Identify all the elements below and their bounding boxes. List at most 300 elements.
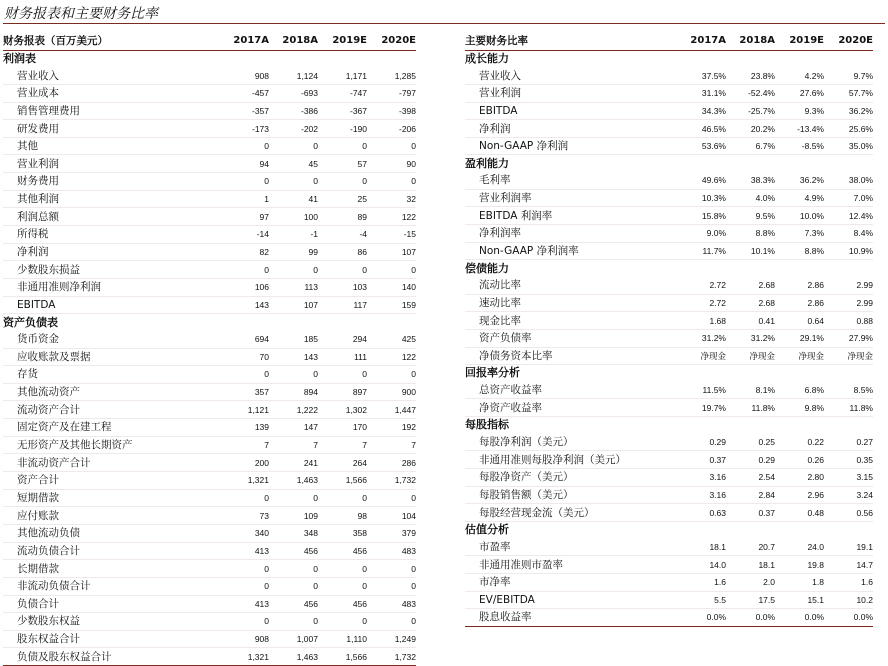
value-cell: 143 — [220, 296, 269, 314]
value-cell: 18.1 — [726, 556, 775, 574]
value-cell: 净现金 — [775, 347, 824, 365]
table-row — [3, 595, 416, 613]
table-row — [3, 366, 416, 384]
table-row — [3, 120, 416, 138]
value-cell: 1,463 — [269, 648, 318, 666]
row-label: 流动比率 — [465, 277, 677, 294]
value-cell: 117 — [318, 296, 367, 314]
row-label: 净利润 — [465, 120, 677, 138]
value-cell: 14.0 — [677, 556, 726, 574]
value-cell: 456 — [318, 542, 367, 560]
section-header-row — [465, 260, 873, 277]
row-label: 每股净利润（美元） — [465, 434, 677, 451]
value-cell: 9.3% — [775, 102, 824, 120]
value-cell: 4.9% — [775, 189, 824, 207]
value-cell: 1,171 — [318, 67, 367, 84]
value-cell: 264 — [318, 454, 367, 472]
value-cell: 0 — [367, 137, 416, 155]
row-label: 营业利润率 — [465, 189, 677, 207]
value-cell: 10.0% — [775, 207, 824, 225]
table-row — [3, 331, 416, 348]
value-cell: 1,124 — [269, 67, 318, 84]
table-row — [465, 399, 873, 417]
value-cell: -202 — [269, 120, 318, 138]
value-cell: 1.68 — [677, 312, 726, 330]
value-cell: 139 — [220, 419, 269, 437]
table-row — [465, 242, 873, 260]
financial-ratios-table — [465, 33, 873, 627]
row-label: 长期借款 — [3, 560, 220, 578]
table-row — [3, 278, 416, 296]
value-cell: -13.4% — [775, 120, 824, 138]
table-row — [3, 102, 416, 120]
table-row — [465, 277, 873, 294]
page-title: 财务报表和主要财务比率 — [4, 6, 158, 22]
header-label: 主要财务比率 — [465, 33, 677, 50]
table-row — [465, 486, 873, 504]
value-cell: 122 — [367, 208, 416, 226]
value-cell: 5.5 — [677, 591, 726, 609]
section-title: 利润表 — [3, 51, 36, 65]
row-label: 负债及股东权益合计 — [3, 648, 220, 666]
row-label: 应付账款 — [3, 507, 220, 525]
value-cell: 1,321 — [220, 648, 269, 666]
row-label: 净资产收益率 — [465, 399, 677, 417]
value-cell: 17.5 — [726, 591, 775, 609]
section-title: 估值分析 — [465, 521, 873, 538]
value-cell: -173 — [220, 120, 269, 138]
value-cell: 286 — [367, 454, 416, 472]
value-cell: 1,302 — [318, 401, 367, 419]
value-cell: 908 — [220, 67, 269, 84]
table-row — [465, 207, 873, 225]
value-cell: 0 — [269, 137, 318, 155]
value-cell: 57.7% — [824, 84, 873, 102]
row-label: 财务费用 — [3, 173, 220, 191]
value-cell: 34.3% — [677, 102, 726, 120]
table-row — [465, 329, 873, 347]
value-cell: 159 — [367, 296, 416, 314]
value-cell: 1,110 — [318, 630, 367, 648]
value-cell: 694 — [220, 331, 269, 348]
row-label: 所得税 — [3, 226, 220, 244]
table-row — [3, 67, 416, 84]
row-label: 利润总额 — [3, 208, 220, 226]
table-row — [465, 294, 873, 312]
table-row — [3, 454, 416, 472]
value-cell: 0 — [367, 173, 416, 191]
value-cell: -8.5% — [775, 137, 824, 155]
row-label: 应收账款及票据 — [3, 348, 220, 366]
value-cell: 0 — [220, 173, 269, 191]
table-row — [465, 539, 873, 556]
row-label: 无形资产及其他长期资产 — [3, 436, 220, 454]
value-cell: 0 — [318, 173, 367, 191]
row-label: 净利润 — [3, 243, 220, 261]
value-cell: 8.8% — [775, 242, 824, 260]
row-label: 营业成本 — [3, 84, 220, 102]
value-cell: 2.68 — [726, 277, 775, 294]
row-label: 市盈率 — [465, 539, 677, 556]
value-cell: 7.3% — [775, 225, 824, 243]
value-cell: 104 — [367, 507, 416, 525]
value-cell: 1,121 — [220, 401, 269, 419]
row-label: 研发费用 — [3, 120, 220, 138]
value-cell: 9.5% — [726, 207, 775, 225]
value-cell: 1.8 — [775, 573, 824, 591]
value-cell: 19.7% — [677, 399, 726, 417]
table-row — [465, 451, 873, 469]
section-title: 偿债能力 — [465, 260, 873, 277]
value-cell: 8.4% — [824, 225, 873, 243]
value-cell: 0.88 — [824, 312, 873, 330]
table-row — [3, 472, 416, 490]
section-title: 盈利能力 — [465, 155, 873, 172]
table-row — [465, 469, 873, 487]
value-cell: 1,732 — [367, 472, 416, 490]
row-label: EBITDA 利润率 — [465, 207, 677, 225]
value-cell: 31.2% — [677, 329, 726, 347]
value-cell: 11.8% — [824, 399, 873, 417]
value-cell: 0 — [220, 560, 269, 578]
section-title: 资产负债表 — [3, 314, 416, 331]
value-cell: 25 — [318, 190, 367, 208]
section-header-row — [465, 521, 873, 538]
value-cell: 0.0% — [775, 609, 824, 627]
row-label: 销售管理费用 — [3, 102, 220, 120]
value-cell: 0 — [318, 366, 367, 384]
table-header-row — [3, 33, 416, 50]
value-cell: -398 — [367, 102, 416, 120]
value-cell: 45 — [269, 155, 318, 173]
value-cell: 29.1% — [775, 329, 824, 347]
value-cell: 15.1 — [775, 591, 824, 609]
value-cell: 900 — [367, 383, 416, 401]
title-divider — [3, 23, 885, 24]
value-cell: 0 — [318, 489, 367, 507]
table-row — [3, 84, 416, 102]
table-row — [465, 504, 873, 522]
value-cell: 0 — [220, 613, 269, 631]
section-header-row — [3, 314, 416, 331]
table-row — [3, 560, 416, 578]
table-row — [465, 172, 873, 189]
value-cell: 0.35 — [824, 451, 873, 469]
row-label: 每股净资产（美元） — [465, 469, 677, 487]
value-cell: 0 — [318, 261, 367, 279]
value-cell: 8.1% — [726, 382, 775, 399]
row-label: 营业利润 — [3, 155, 220, 173]
value-cell: 2.96 — [775, 486, 824, 504]
value-cell: 24.0 — [775, 539, 824, 556]
value-cell: 0 — [269, 613, 318, 631]
row-label: 每股销售额（美元） — [465, 486, 677, 504]
value-cell: 1,566 — [318, 648, 367, 666]
table-row — [465, 382, 873, 399]
value-cell: 908 — [220, 630, 269, 648]
value-cell: -25.7% — [726, 102, 775, 120]
value-cell: 0 — [269, 173, 318, 191]
year-2019: 2019E — [775, 33, 824, 50]
row-label: 其他利润 — [3, 190, 220, 208]
value-cell: 1,222 — [269, 401, 318, 419]
value-cell: 0.22 — [775, 434, 824, 451]
value-cell: 0 — [318, 560, 367, 578]
value-cell: 10.1% — [726, 242, 775, 260]
value-cell: 4.2% — [775, 67, 824, 84]
table-row — [3, 401, 416, 419]
value-cell: 73 — [220, 507, 269, 525]
value-cell: 0 — [269, 261, 318, 279]
value-cell: 241 — [269, 454, 318, 472]
value-cell: 37.5% — [677, 67, 726, 84]
value-cell: 11.8% — [726, 399, 775, 417]
value-cell: 1,447 — [367, 401, 416, 419]
value-cell: 0 — [269, 560, 318, 578]
row-label: 营业收入 — [465, 67, 677, 84]
value-cell: 净现金 — [726, 347, 775, 365]
table-row — [3, 173, 416, 191]
value-cell: 0.63 — [677, 504, 726, 522]
value-cell: 483 — [367, 542, 416, 560]
value-cell: 0.25 — [726, 434, 775, 451]
value-cell: 10.2 — [824, 591, 873, 609]
value-cell: 358 — [318, 524, 367, 542]
value-cell: 413 — [220, 595, 269, 613]
value-cell: 10.3% — [677, 189, 726, 207]
value-cell: 9.7% — [824, 67, 873, 84]
row-label: 少数股东损益 — [3, 261, 220, 279]
row-label: 现金比率 — [465, 312, 677, 330]
table-row — [3, 419, 416, 437]
table-row — [3, 613, 416, 631]
year-2019: 2019E — [318, 33, 367, 50]
value-cell: 2.72 — [677, 277, 726, 294]
section-title: 回报率分析 — [465, 365, 873, 382]
row-label: 速动比率 — [465, 294, 677, 312]
value-cell: 7 — [220, 436, 269, 454]
row-label: 其他流动资产 — [3, 383, 220, 401]
value-cell: -747 — [318, 84, 367, 102]
value-cell: 170 — [318, 419, 367, 437]
table-row — [465, 312, 873, 330]
value-cell: 19.8 — [775, 556, 824, 574]
row-label: 其他 — [3, 137, 220, 155]
row-label: 非通用准则市盈率 — [465, 556, 677, 574]
value-cell: 8.8% — [726, 225, 775, 243]
value-cell: -1 — [269, 226, 318, 244]
row-label: 流动负债合计 — [3, 542, 220, 560]
value-cell: 0 — [220, 366, 269, 384]
row-label: 负债合计 — [3, 595, 220, 613]
row-label: 净债务资本比率 — [465, 347, 677, 365]
value-cell: 36.2% — [824, 102, 873, 120]
value-cell: 192 — [367, 419, 416, 437]
value-cell: 0 — [367, 261, 416, 279]
value-cell: 0.48 — [775, 504, 824, 522]
value-cell: 2.86 — [775, 294, 824, 312]
value-cell: 0 — [220, 489, 269, 507]
value-cell: 7 — [318, 436, 367, 454]
year-2017: 2017A — [220, 33, 269, 50]
table-row — [465, 591, 873, 609]
value-cell: 0 — [367, 366, 416, 384]
value-cell: 0 — [269, 489, 318, 507]
value-cell: 456 — [318, 595, 367, 613]
value-cell: 1.6 — [677, 573, 726, 591]
row-label: 总资产收益率 — [465, 382, 677, 399]
value-cell: 0 — [367, 577, 416, 595]
value-cell: -386 — [269, 102, 318, 120]
row-label: EBITDA — [3, 296, 220, 314]
value-cell: 0.64 — [775, 312, 824, 330]
table-row — [465, 102, 873, 120]
section-header-row — [465, 365, 873, 382]
row-label: 固定资产及在建工程 — [3, 419, 220, 437]
value-cell: 3.24 — [824, 486, 873, 504]
value-cell: 7 — [367, 436, 416, 454]
value-cell: 31.2% — [726, 329, 775, 347]
value-cell: 0.56 — [824, 504, 873, 522]
value-cell: 53.6% — [677, 137, 726, 155]
value-cell: 净现金 — [677, 347, 726, 365]
table-row — [3, 296, 416, 314]
table-row — [465, 189, 873, 207]
row-label: 非流动负债合计 — [3, 577, 220, 595]
value-cell: 1,732 — [367, 648, 416, 666]
value-cell: 25.6% — [824, 120, 873, 138]
table-row — [3, 137, 416, 155]
value-cell: 7.0% — [824, 189, 873, 207]
table-row — [3, 542, 416, 560]
value-cell: 20.7 — [726, 539, 775, 556]
value-cell: 106 — [220, 278, 269, 296]
value-cell: 38.3% — [726, 172, 775, 189]
row-label: Non-GAAP 净利润率 — [465, 242, 677, 260]
value-cell: 109 — [269, 507, 318, 525]
value-cell: 36.2% — [775, 172, 824, 189]
value-cell: 2.86 — [775, 277, 824, 294]
table-row — [3, 155, 416, 173]
value-cell: 0 — [220, 261, 269, 279]
table-row — [465, 67, 873, 84]
value-cell: 0 — [367, 489, 416, 507]
value-cell: -206 — [367, 120, 416, 138]
value-cell: 111 — [318, 348, 367, 366]
header-label: 财务报表（百万美元） — [3, 33, 220, 50]
value-cell: 0.27 — [824, 434, 873, 451]
value-cell: 0 — [220, 577, 269, 595]
table-row — [3, 436, 416, 454]
table-row — [3, 243, 416, 261]
row-label: 短期借款 — [3, 489, 220, 507]
row-label: EV/EBITDA — [465, 591, 677, 609]
year-2017: 2017A — [677, 33, 726, 50]
row-label: 流动资产合计 — [3, 401, 220, 419]
table-row — [3, 208, 416, 226]
table-row — [3, 648, 416, 666]
value-cell: 23.8% — [726, 67, 775, 84]
value-cell: 6.8% — [775, 382, 824, 399]
table-row — [3, 261, 416, 279]
value-cell: 82 — [220, 243, 269, 261]
row-label: 存货 — [3, 366, 220, 384]
section-header-row — [465, 155, 873, 172]
section-header-row — [465, 417, 873, 434]
row-label: 营业利润 — [465, 84, 677, 102]
value-cell: 0 — [318, 137, 367, 155]
table-row — [465, 573, 873, 591]
value-cell: 7 — [269, 436, 318, 454]
value-cell: 3.15 — [824, 469, 873, 487]
value-cell: 31.1% — [677, 84, 726, 102]
value-cell: 19.1 — [824, 539, 873, 556]
value-cell: 89 — [318, 208, 367, 226]
table-row — [3, 383, 416, 401]
value-cell: 10.9% — [824, 242, 873, 260]
value-cell: 14.7 — [824, 556, 873, 574]
value-cell: 46.5% — [677, 120, 726, 138]
value-cell: 27.6% — [775, 84, 824, 102]
value-cell: 0.37 — [726, 504, 775, 522]
value-cell: 0.0% — [677, 609, 726, 627]
value-cell: 1,566 — [318, 472, 367, 490]
value-cell: 1,249 — [367, 630, 416, 648]
value-cell: 38.0% — [824, 172, 873, 189]
value-cell: -693 — [269, 84, 318, 102]
value-cell: 11.5% — [677, 382, 726, 399]
value-cell: -797 — [367, 84, 416, 102]
value-cell: 0 — [220, 137, 269, 155]
row-label: 营业收入 — [3, 67, 220, 84]
year-2018: 2018A — [726, 33, 775, 50]
value-cell: 122 — [367, 348, 416, 366]
row-label: Non-GAAP 净利润 — [465, 137, 677, 155]
table-row — [465, 347, 873, 365]
value-cell: 185 — [269, 331, 318, 348]
value-cell: 49.6% — [677, 172, 726, 189]
year-2020: 2020E — [824, 33, 873, 50]
value-cell: 1,285 — [367, 67, 416, 84]
value-cell: 0 — [269, 366, 318, 384]
value-cell: 3.16 — [677, 469, 726, 487]
value-cell: 340 — [220, 524, 269, 542]
value-cell: 11.7% — [677, 242, 726, 260]
row-label: 股东权益合计 — [3, 630, 220, 648]
row-label: 市净率 — [465, 573, 677, 591]
value-cell: 0.26 — [775, 451, 824, 469]
table-row — [3, 226, 416, 244]
table-row — [3, 489, 416, 507]
value-cell: 0.0% — [726, 609, 775, 627]
value-cell: 425 — [367, 331, 416, 348]
value-cell: 99 — [269, 243, 318, 261]
value-cell: 107 — [269, 296, 318, 314]
value-cell: 0 — [318, 613, 367, 631]
value-cell: 18.1 — [677, 539, 726, 556]
value-cell: 9.8% — [775, 399, 824, 417]
value-cell: 140 — [367, 278, 416, 296]
value-cell: 456 — [269, 542, 318, 560]
table-row — [465, 120, 873, 138]
value-cell: -4 — [318, 226, 367, 244]
value-cell: 894 — [269, 383, 318, 401]
value-cell: 98 — [318, 507, 367, 525]
value-cell: 0 — [269, 577, 318, 595]
value-cell: 200 — [220, 454, 269, 472]
value-cell: 净现金 — [824, 347, 873, 365]
table-row — [3, 577, 416, 595]
